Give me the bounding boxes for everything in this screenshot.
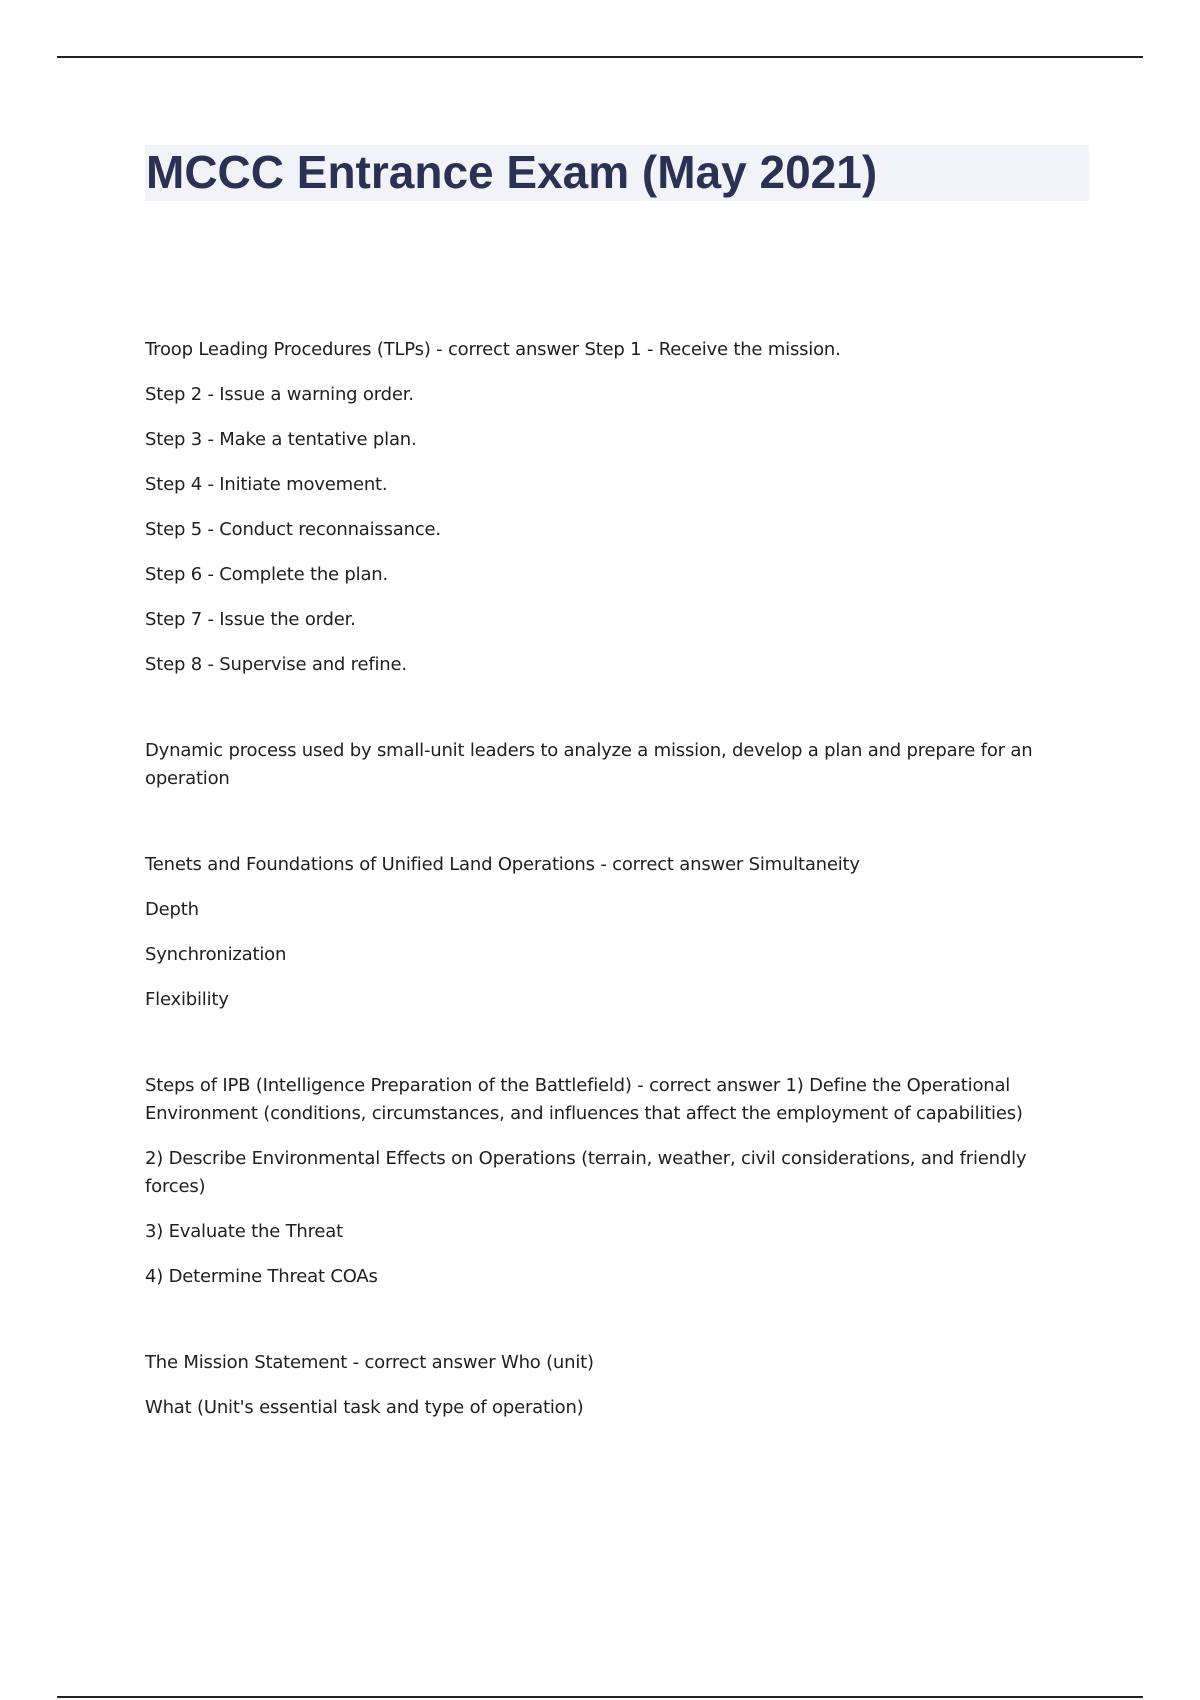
- tlps-step-2: Step 2 - Issue a warning order.: [145, 384, 414, 405]
- tlps-step-8: Step 8 - Supervise and refine.: [145, 654, 407, 675]
- tlps-step-7: Step 7 - Issue the order.: [145, 609, 356, 630]
- ipb-step-4: 4) Determine Threat COAs: [145, 1266, 378, 1287]
- mission-statement-question: The Mission Statement - correct answer Who (unit): [145, 1352, 594, 1373]
- document-body: [145, 336, 1045, 1480]
- ipb-step-3: 3) Evaluate the Threat: [145, 1221, 343, 1242]
- tenets-question: Tenets and Foundations of Unified Land Operations - correct answer Simultaneity: [145, 854, 860, 875]
- ipb-question: Steps of IPB (Intelligence Preparation of the Battlefield) - correct answer 1) Define the Operational Environment (conditions, circumstances, and influences that affect the employment of capabilities): [145, 1075, 1023, 1124]
- footer-rule: [57, 1696, 1143, 1698]
- section-ipb: [145, 1072, 1045, 1291]
- tenet-flexibility: Flexibility: [145, 989, 229, 1010]
- section-dynamic-process: [145, 737, 1045, 793]
- document-title: MCCC Entrance Exam (May 2021): [146, 146, 878, 198]
- tlps-step-6: Step 6 - Complete the plan.: [145, 564, 389, 585]
- ipb-step-2: 2) Describe Environmental Effects on Operations (terrain, weather, civil considerations, and friendly forces): [145, 1148, 1027, 1197]
- tlps-step-4: Step 4 - Initiate movement.: [145, 474, 388, 495]
- tenet-synchronization: Synchronization: [145, 944, 287, 965]
- section-tlps: [145, 336, 1045, 679]
- section-tenets: [145, 851, 1045, 1014]
- tenet-depth: Depth: [145, 899, 199, 920]
- header-rule: [57, 56, 1143, 58]
- tlps-step-3: Step 3 - Make a tentative plan.: [145, 429, 417, 450]
- mission-statement-what: What (Unit's essential task and type of operation): [145, 1397, 584, 1418]
- dynamic-process-text: Dynamic process used by small-unit leaders to analyze a mission, develop a plan and prepare for an operation: [145, 740, 1033, 789]
- tlps-step-5: Step 5 - Conduct reconnaissance.: [145, 519, 441, 540]
- tlps-question: Troop Leading Procedures (TLPs) - correct answer Step 1 - Receive the mission.: [145, 339, 841, 360]
- section-mission-statement: [145, 1349, 1045, 1422]
